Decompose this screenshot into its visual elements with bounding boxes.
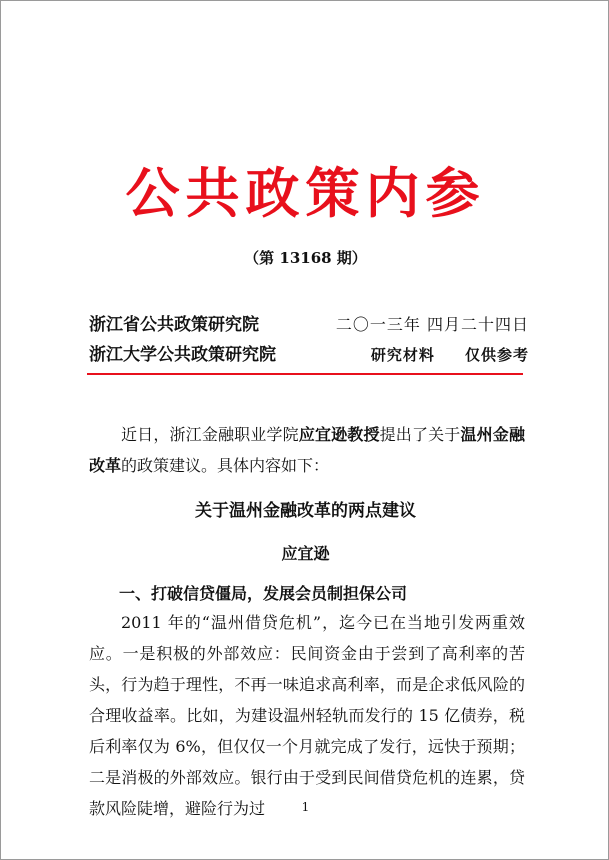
article-author: 应宜逊 <box>281 544 330 563</box>
publication-date: 二〇一三年 四月二十四日 <box>335 315 529 334</box>
org-university-institute: 浙江大学公共政策研究院 <box>89 345 276 365</box>
intro-text-2: 提出了关于 <box>379 425 461 444</box>
section-paragraph: 2011 年的“温州借贷危机”，迄今已在当地引发两重效应。一是积极的外部效应：民间资金由于尝到了高利率的苦头，行为趋于理性，不再一味追求高利率，而是企求低风险的合理收益率。比如，为建设温州轻轨而发行的 15 亿债券，税后利率仅为 6%，但仅仅一个月就完成了发行，远快于预期；二是消极的外部效应。银行由于受到民间借贷危机的连累，贷款风险陡增，避险行为过 <box>89 613 525 818</box>
intro-text-1: 近日，浙江金融职业学院 <box>121 425 299 444</box>
intro-paragraph <box>89 419 525 481</box>
header-row-1 <box>89 312 529 338</box>
intro-topic: 温州金融改革 <box>89 425 525 475</box>
header-divider <box>87 373 523 375</box>
intro-author: 应宜逊教授 <box>298 425 380 444</box>
section-heading: 一、打破信贷僵局，发展会员制担保公司 <box>119 584 408 603</box>
issue-number: （第 13168 期） <box>244 249 367 267</box>
reference-label: 仅供参考 <box>464 346 529 364</box>
org-provincial-institute: 浙江省公共政策研究院 <box>89 315 259 335</box>
header-row-2 <box>89 342 529 368</box>
classification <box>347 342 529 368</box>
intro-text-3: 的政策建议。具体内容如下： <box>121 456 330 475</box>
article-title: 关于温州金融改革的两点建议 <box>195 501 416 521</box>
page-number: 1 <box>301 800 310 814</box>
masthead-title: 公共政策内参 <box>125 162 486 225</box>
material-label: 研究材料 <box>370 346 435 364</box>
